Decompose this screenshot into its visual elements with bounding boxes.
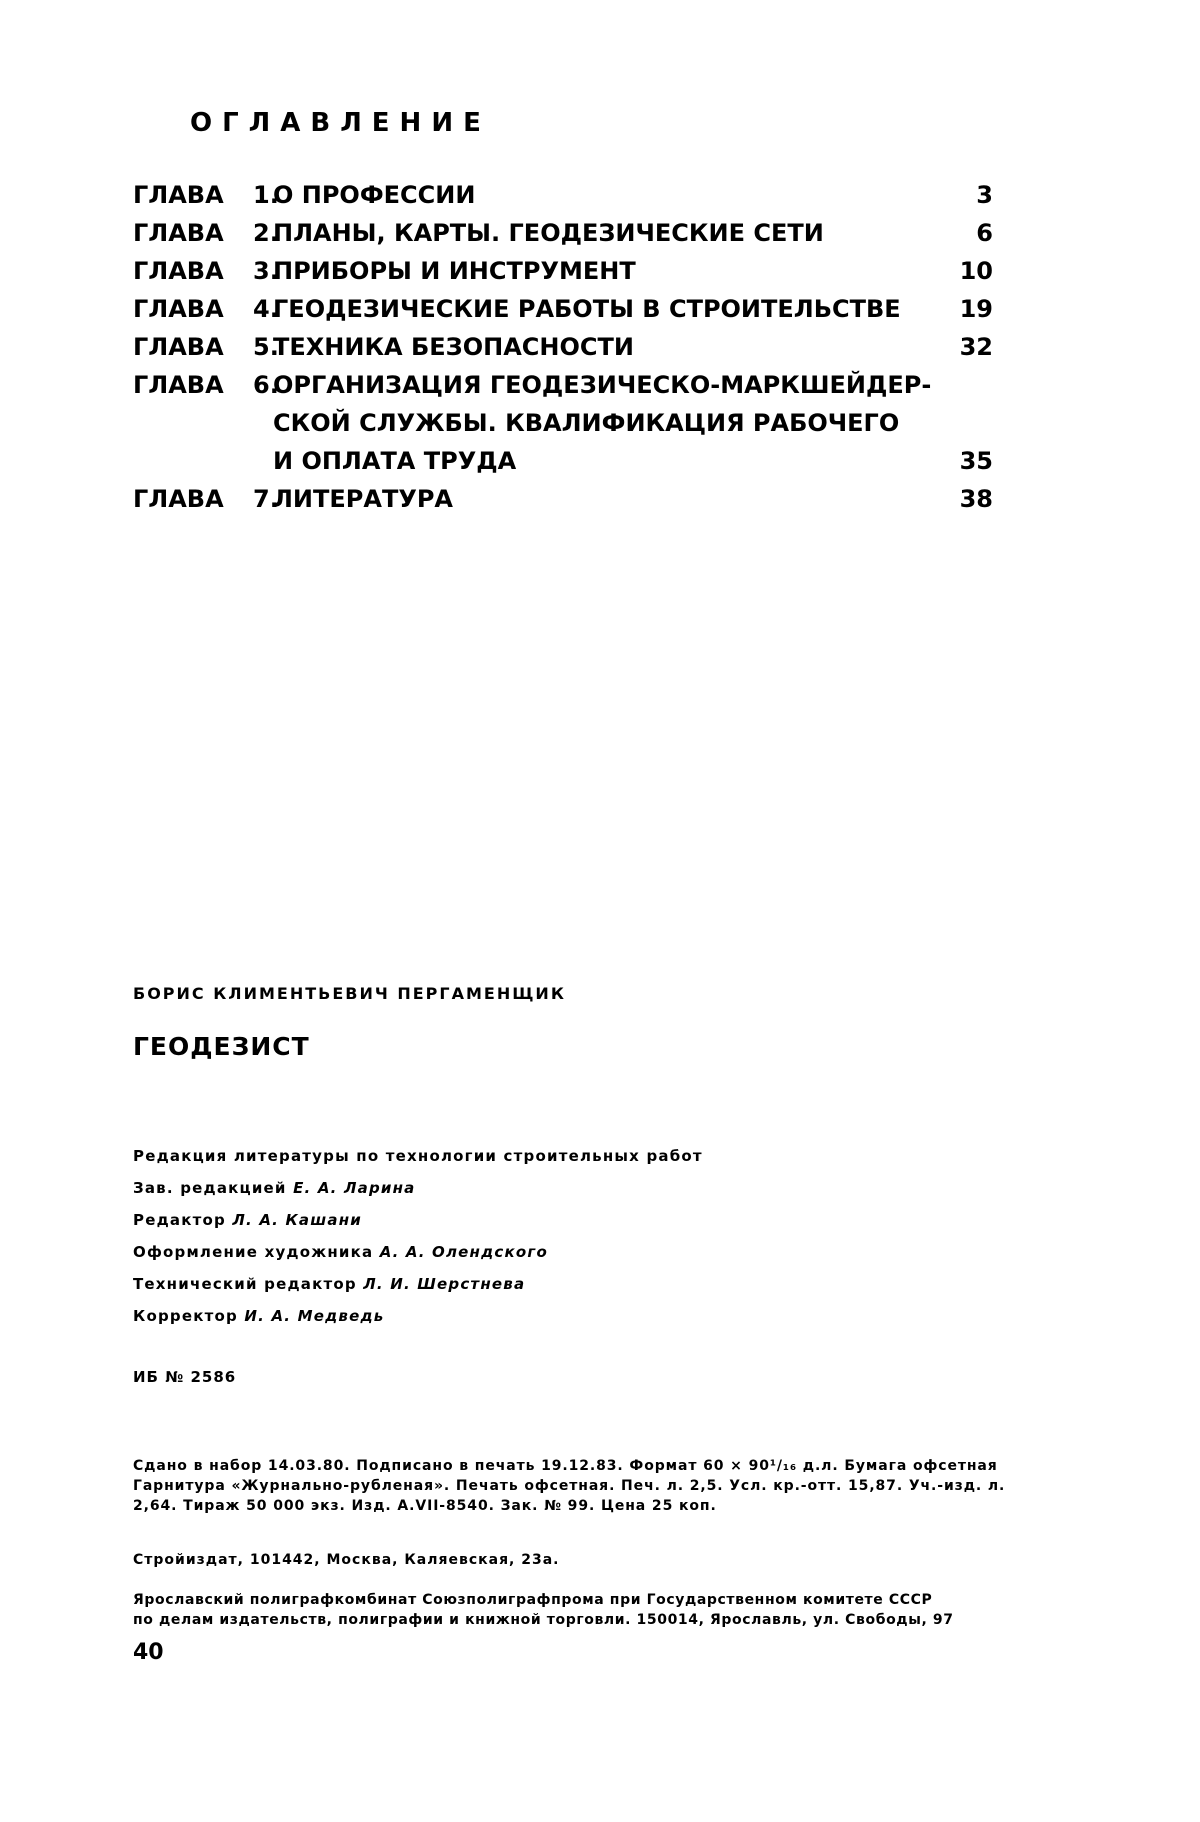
toc-chapter-label: ГЛАВА <box>133 333 224 361</box>
toc-page-number: 10 <box>959 257 993 285</box>
toc-chapter-label: ГЛАВА <box>133 485 224 513</box>
credit-role: Оформление художника <box>133 1243 374 1261</box>
toc-entry-title <box>273 252 933 290</box>
toc-page-number: 32 <box>959 333 993 361</box>
printer-line: Ярославский полиграфкомбинат Союзполиграфпрома при Государственном комитете СССР <box>133 1592 933 1608</box>
credits <box>133 1140 1033 1332</box>
toc-chapter-number: 7. <box>253 485 279 513</box>
table-of-contents <box>133 176 993 518</box>
credit-name: И. А. Медведь <box>244 1307 385 1325</box>
printer-block <box>133 1590 995 1630</box>
toc-chapter-number: 4. <box>253 295 279 323</box>
ib-number: ИБ № 2586 <box>133 1368 237 1386</box>
toc-entry <box>133 328 993 366</box>
toc-entry-title-line: И ОПЛАТА ТРУДА <box>273 447 517 475</box>
toc-chapter-number: 1. <box>253 181 279 209</box>
credit-role: Технический редактор <box>133 1275 357 1293</box>
imprint-line: 2,64. Тираж 50 000 экз. Изд. А.VII-8540. Зак. № 99. Цена 25 коп. <box>133 1498 717 1514</box>
credit-line <box>133 1300 1033 1332</box>
toc-title: ОГЛАВЛЕНИЕ <box>190 108 491 138</box>
toc-entry-title <box>273 480 933 518</box>
toc-entry-title <box>273 290 933 328</box>
printer-line: по делам издательств, полиграфии и книжной торговли. 150014, Ярославль, ул. Свободы, 97 <box>133 1612 954 1628</box>
toc-chapter-label: ГЛАВА <box>133 295 224 323</box>
credit-line <box>133 1172 1033 1204</box>
imprint-line: Гарнитура «Журнально-рубленая». Печать офсетная. Печ. л. 2,5. Усл. кр.-отт. 15,87. Уч.-изд. л. <box>133 1478 1006 1494</box>
toc-chapter-number: 2. <box>253 219 279 247</box>
credit-role: Редактор <box>133 1211 226 1229</box>
toc-entry <box>133 176 993 214</box>
toc-page-number: 6 <box>976 219 993 247</box>
toc-chapter-label: ГЛАВА <box>133 371 224 399</box>
credit-name: Л. А. Кашани <box>232 1211 362 1229</box>
toc-page-number: 35 <box>959 447 993 475</box>
toc-entry-title <box>273 366 933 480</box>
toc-chapter-label: ГЛАВА <box>133 181 224 209</box>
credit-name: А. А. Олендского <box>379 1243 548 1261</box>
credit-role: Редакция литературы по технологии строительных работ <box>133 1147 703 1165</box>
book-author: БОРИС КЛИМЕНТЬЕВИЧ ПЕРГАМЕНЩИК <box>133 984 566 1003</box>
credit-name: Л. И. Шерстнева <box>363 1275 526 1293</box>
toc-page-number: 38 <box>959 485 993 513</box>
imprint-line: Сдано в набор 14.03.80. Подписано в печать 19.12.83. Формат 60 × 90¹/₁₆ д.л. Бумага офсетная <box>133 1458 998 1474</box>
toc-chapter-label: ГЛАВА <box>133 219 224 247</box>
toc-entry-title <box>273 176 933 214</box>
toc-entry-title-line: СКОЙ СЛУЖБЫ. КВАЛИФИКАЦИЯ РАБОЧЕГО <box>273 409 900 437</box>
imprint-block <box>133 1456 1006 1516</box>
toc-page-number: 3 <box>976 181 993 209</box>
toc-page-number: 19 <box>959 295 993 323</box>
toc-entry-title-line: ГЕОДЕЗИЧЕСКИЕ РАБОТЫ В СТРОИТЕЛЬСТВЕ <box>273 295 901 323</box>
toc-chapter-number: 5. <box>253 333 279 361</box>
toc-entry-title-line: ТЕХНИКА БЕЗОПАСНОСТИ <box>273 333 634 361</box>
credit-line <box>133 1204 1033 1236</box>
toc-chapter-number: 3. <box>253 257 279 285</box>
credit-line <box>133 1140 1033 1172</box>
publisher-address: Стройиздат, 101442, Москва, Каляевская, 23а. <box>133 1552 560 1568</box>
credit-line <box>133 1236 1033 1268</box>
toc-entry-title-line: ПЛАНЫ, КАРТЫ. ГЕОДЕЗИЧЕСКИЕ СЕТИ <box>273 219 824 247</box>
toc-entry <box>133 290 993 328</box>
toc-chapter-number: 6. <box>253 371 279 399</box>
credit-role: Корректор <box>133 1307 238 1325</box>
toc-entry-title-line: О ПРОФЕССИИ <box>273 181 476 209</box>
toc-entry <box>133 214 993 252</box>
credit-role: Зав. редакцией <box>133 1179 287 1197</box>
toc-entry-title <box>273 328 933 366</box>
toc-entry-title-line: ЛИТЕРАТУРА <box>273 485 453 513</box>
toc-entry-title <box>273 214 933 252</box>
book-title: ГЕОДЕЗИСТ <box>133 1032 310 1061</box>
toc-entry-title-line: ОРГАНИЗАЦИЯ ГЕОДЕЗИЧЕСКО-МАРКШЕЙДЕР- <box>273 371 932 399</box>
toc-entry <box>133 480 993 518</box>
credit-name: Е. А. Ларина <box>293 1179 416 1197</box>
toc-entry-title-line: ПРИБОРЫ И ИНСТРУМЕНТ <box>273 257 636 285</box>
toc-entry <box>133 366 993 480</box>
credit-line <box>133 1268 1033 1300</box>
toc-chapter-label: ГЛАВА <box>133 257 224 285</box>
page-number: 40 <box>133 1640 164 1665</box>
toc-entry <box>133 252 993 290</box>
